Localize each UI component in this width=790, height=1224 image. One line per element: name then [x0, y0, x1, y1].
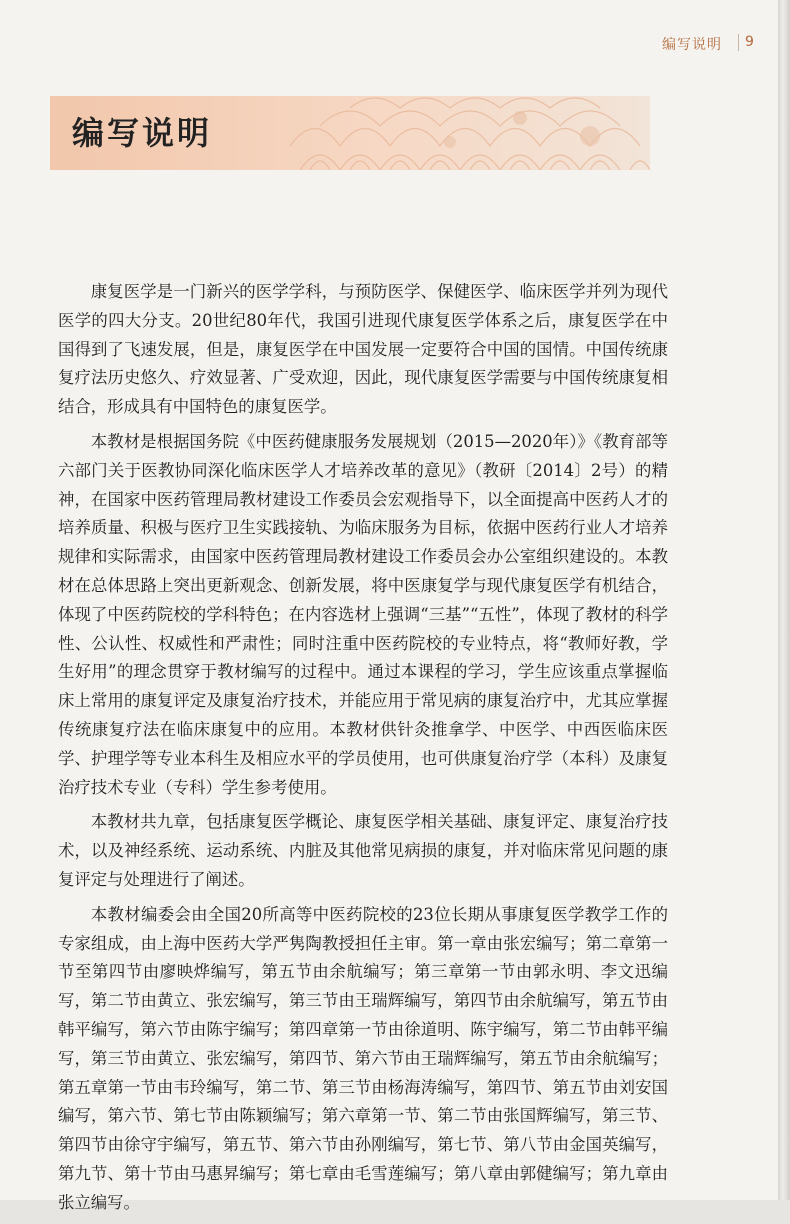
- paragraph: 康复医学是一门新兴的医学学科，与预防医学、保健医学、临床医学并列为现代医学的四大分支。20世纪80年代，我国引进现代康复医学体系之后，康复医学在中国得到了飞速发展，但是，康复医学在中国发展一定要符合中国的国情。中国传统康复疗法历史悠久、疗效显著、广受欢迎，因此，现代康复医学需要与中国传统康复相结合，形成具有中国特色的康复医学。: [58, 282, 668, 417]
- chapter-title-banner: [50, 96, 650, 170]
- page-edge: [778, 0, 790, 1200]
- paragraph: 本教材是根据国务院《中医药健康服务发展规划（2015—2020年）》《教育部等六部门关于医教协同深化临床医学人才培养改革的意见》（教研〔2014〕2号）的精神，在国家中医药管理局教材建设工作委员会宏观指导下，以全面提高中医药人才的培养质量、积极与医疗卫生实践接轨、为临床服务为目标，依据中医药行业人才培养规律和实际需求，由国家中医药管理局教材建设工作委员会办公室组织建设的。本教材在总体思路上突出更新观念、创新发展，将中医康复学与现代康复医学有机结合，体现了中医药院校的学科特色；在内容选材上强调“三基”“五性”，体现了教材的科学性、公认性、权威性和严肃性；同时注重中医药院校的专业特点，将“教师好教，学生好用”的理念贯穿于教材编写的过程中。通过本课程的学习，学生应该重点掌握临床上常用的康复评定及康复治疗技术，并能应用于常见病的康复治疗中，尤其应掌握传统康复疗法在临床康复中的应用。本教材供针灸推拿学、中医学、中西医临床医学、护理学等专业本科生及相应水平的学员使用，也可供康复治疗学（本科）及康复治疗技术专业（专科）学生参考使用。: [58, 431, 668, 797]
- running-head-title: 编写说明: [662, 37, 722, 53]
- paragraph: 本教材编委会由全国20所高等中医药院校的23位长期从事康复医学教学工作的专家组成，由上海中医药大学严隽陶教授担任主审。第一章由张宏编写；第二章第一节至第四节由廖映烨编写，第五节由余航编写；第三章第一节由郭永明、李文迅编写，第二节由黄立、张宏编写，第三节由王瑞辉编写，第四节由余航编写，第五节由韩平编写，第六节由陈宇编写；第四章第一节由徐道明、陈宇编写，第二节由韩平编写，第三节由黄立、张宏编写，第四节、第六节由王瑞辉编写，第五节由余航编写；第五章第一节由韦玲编写，第二节、第三节由杨海涛编写，第四节、第五节由刘安国编写，第六节、第七节由陈颖编写；第六章第一节、第二节由张国辉编写，第三节、第四节由徐守宇编写，第五节、第六节由孙刚编写，第七节、第八节由金国英编写，第九节、第十节由马惠昇编写；第七章由毛雪莲编写；第八章由郭健编写；第九章由张立编写。: [58, 904, 668, 1212]
- paragraph: 本教材共九章，包括康复医学概论、康复医学相关基础、康复评定、康复治疗技术，以及神经系统、运动系统、内脏及其他常见病损的康复，并对临床常见问题的康复评定与处理进行了阐述。: [58, 812, 668, 889]
- running-head-divider: [738, 34, 739, 51]
- chapter-title: 编写说明: [72, 114, 213, 152]
- body-text: [58, 278, 668, 1224]
- page-number: 9: [745, 34, 754, 50]
